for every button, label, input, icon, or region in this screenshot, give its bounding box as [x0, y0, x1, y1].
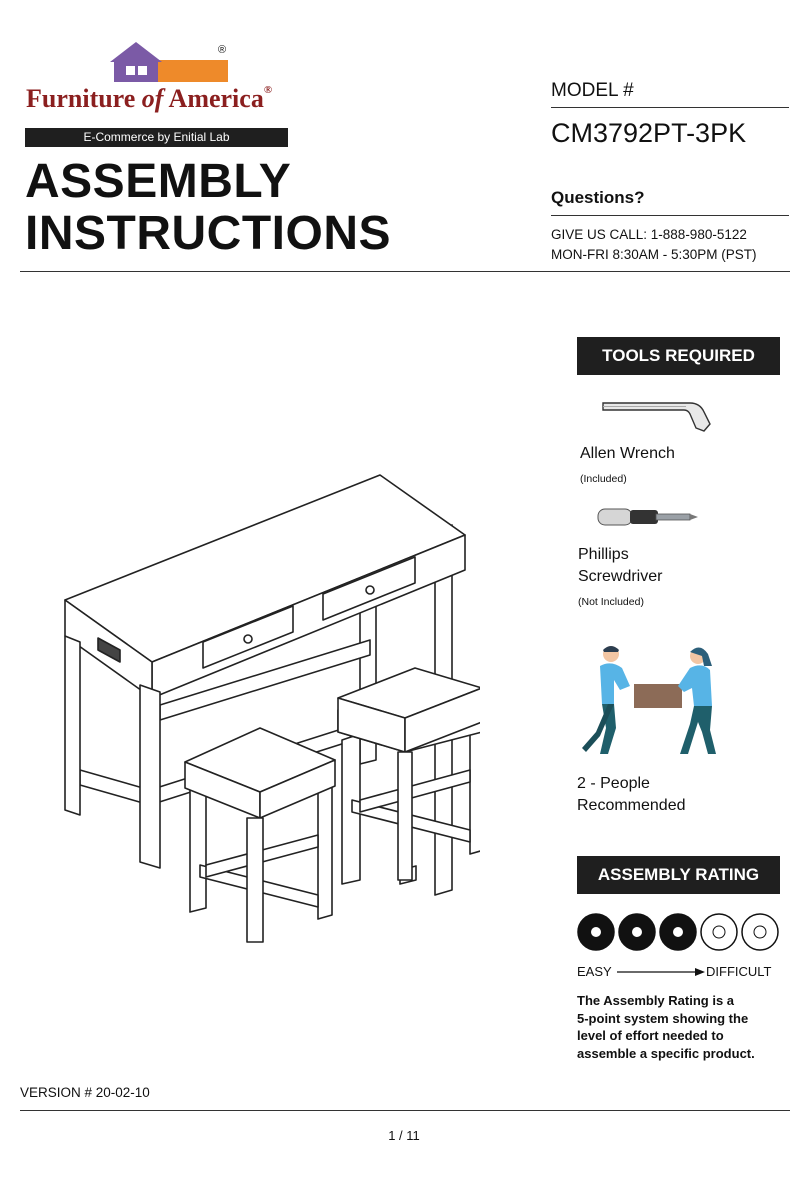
allen-wrench-icon — [600, 398, 718, 434]
brand-registered-mark: ® — [218, 44, 227, 56]
brand-logo-house-icon — [108, 40, 232, 86]
rating-dot-center — [632, 927, 642, 937]
brand-tagline: E-Commerce by Enitial Lab — [25, 128, 288, 147]
divider — [551, 107, 789, 108]
footer-divider — [20, 1110, 790, 1111]
drawer-knob — [366, 586, 374, 594]
model-number: CM3792PT-3PK — [551, 118, 747, 148]
table-front-leg — [65, 636, 80, 815]
drawer-knob — [244, 635, 252, 643]
easy-difficult-scale — [577, 964, 782, 979]
difficult-label: DIFFICULT — [706, 964, 772, 979]
hours-line: MON-FRI 8:30AM - 5:30PM (PST) — [551, 247, 757, 262]
phillips-screwdriver-label: Phillips Screwdriver — [578, 546, 663, 585]
arrow-right-icon — [617, 967, 705, 977]
rating-dot-center — [713, 926, 725, 938]
brand-name: Furniture of America® — [26, 84, 273, 113]
rating-dot-center — [754, 926, 766, 938]
contact-info — [551, 225, 757, 265]
rating-dot-center — [591, 927, 601, 937]
header-divider — [20, 271, 790, 272]
stool-back — [338, 668, 480, 884]
phone-line: GIVE US CALL: 1-888-980-5122 — [551, 227, 747, 242]
page-number: 1 / 11 — [388, 1128, 420, 1143]
assembly-rating-heading: ASSEMBLY RATING — [577, 856, 780, 894]
assembly-rating-description: The Assembly Rating is a 5-point system showing the level of effort needed to assemble a specific product. — [577, 993, 755, 1061]
model-label: MODEL # — [551, 80, 634, 101]
allen-wrench-label: Allen Wrench — [580, 445, 675, 462]
easy-label: EASY — [577, 964, 612, 979]
phillips-screwdriver-note: (Not Included) — [578, 596, 644, 608]
divider — [551, 215, 789, 216]
allen-wrench-note: (Included) — [580, 473, 627, 485]
rating-dot-center — [673, 927, 683, 937]
assembly-rating-scale — [576, 912, 782, 952]
questions-label: Questions? — [551, 188, 645, 207]
two-people-icon — [578, 642, 730, 762]
phillips-screwdriver-icon — [596, 506, 700, 528]
people-recommended-label: 2 - People Recommended — [577, 775, 686, 814]
tools-required-heading: TOOLS REQUIRED — [577, 337, 780, 375]
stool-front — [185, 728, 335, 942]
version-number: VERSION # 20-02-10 — [20, 1085, 150, 1100]
page-title: ASSEMBLY INSTRUCTIONS — [25, 155, 391, 260]
table-front-leg — [140, 685, 160, 868]
product-illustration — [60, 470, 480, 950]
